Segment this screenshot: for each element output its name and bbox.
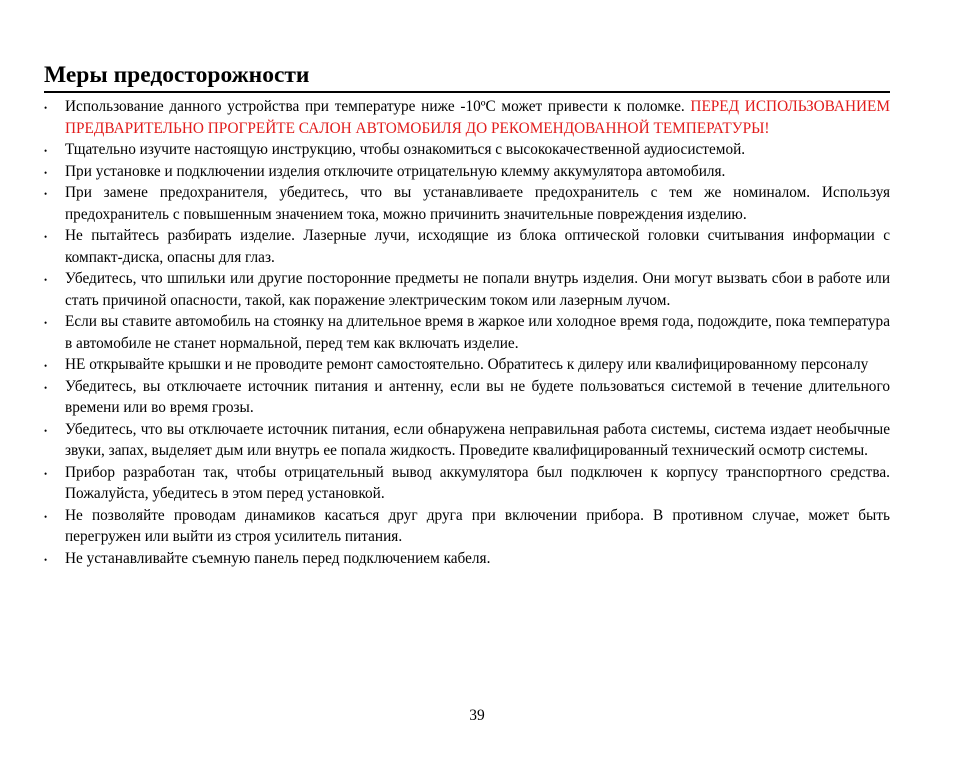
list-item: [44, 268, 890, 311]
list-item-text: Использование данного устройства при температуре ниже -10ºС может привести к поломке.: [65, 98, 685, 115]
list-item-text: Не позволяйте проводам динамиков касаться друг друга при включении прибора. В противном случае, может быть перегружен или выйти из строя усилитель питания.: [65, 506, 890, 545]
bullet-icon: •: [44, 361, 48, 371]
list-item-text: Убедитесь, вы отключаете источник питания и антенну, если вы не будете пользоваться системой в течение длительного времени или во время грозы.: [65, 377, 890, 416]
list-item: [44, 96, 890, 139]
bullet-icon: •: [44, 318, 48, 328]
list-item: [44, 354, 890, 376]
list-item: [44, 139, 890, 161]
list-item: [44, 161, 890, 183]
bullet-icon: •: [44, 103, 48, 113]
bullet-icon: •: [44, 468, 48, 479]
bullet-icon: •: [44, 167, 48, 178]
list-item: [44, 505, 890, 548]
precautions-list: [44, 96, 890, 569]
bullet-icon: •: [44, 189, 48, 199]
list-item: [44, 182, 890, 225]
bullet-icon: •: [44, 382, 48, 393]
list-item: [44, 462, 890, 505]
page-title: Меры предосторожности: [44, 60, 890, 93]
page-number: 39: [469, 707, 485, 724]
bullet-icon: •: [44, 425, 48, 436]
list-item-text: Тщательно изучите настоящую инструкцию, чтобы ознакомиться с высококачественной аудиосистемой.: [65, 141, 746, 158]
list-item-text: Убедитесь, что вы отключаете источник питания, если обнаружена неправильная работа системы, система издает необычные звуки, запах, выделяет дым или внутрь ее попала жидкость. Проведите квалифицированный технический осмотр системы.: [65, 420, 890, 459]
list-item: [44, 311, 890, 354]
list-item-text: При замене предохранителя, убедитесь, что вы устанавливаете предохранитель с тем же номиналом. Используя предохранитель с повышенным значением тока, можно причинить значительные повреждения изделию.: [65, 184, 890, 223]
list-item: [44, 548, 890, 570]
bullet-icon: •: [44, 554, 48, 565]
list-item-text: Не устанавливайте съемную панель перед подключением кабеля.: [65, 549, 491, 567]
bullet-icon: •: [44, 232, 48, 242]
list-item-text: Прибор разработан так, чтобы отрицательный вывод аккумулятора был подключен к корпусу транспортного средства. Пожалуйста, убедитесь в этом перед установкой.: [65, 463, 890, 502]
document-page: [44, 60, 890, 569]
list-item-text: НЕ открывайте крышки и не проводите ремонт самостоятельно. Обратитесь к дилеру или квалифицированному персоналу: [65, 356, 869, 373]
bullet-icon: •: [44, 146, 48, 156]
warning-text: ПЕРЕД ИСПОЛЬЗОВАНИЕМ ПРЕДВАРИТЕЛЬНО ПРОГРЕЙТЕ САЛОН АВТОМОБИЛЯ ДО РЕКОМЕНДОВАННОЙ ТЕМПЕРАТУРЫ!: [65, 98, 890, 137]
list-item-text: Убедитесь, что шпильки или другие посторонние предметы не попали внутрь изделия. Они могут вызвать сбои в работе или стать причиной опасности, такой, как поражение электрическим током или лазерным лучом.: [65, 270, 890, 309]
list-item: [44, 419, 890, 462]
list-item-text: Не пытайтесь разбирать изделие. Лазерные лучи, исходящие из блока оптической головки считывания информации с компакт-диска, опасны для глаз.: [65, 227, 890, 266]
bullet-icon: •: [44, 511, 48, 522]
list-item-text: Если вы ставите автомобиль на стоянку на длительное время в жаркое или холодное время года, подождите, пока температура в автомобиле не станет нормальной, перед тем как включать изделие.: [65, 313, 890, 352]
list-item: [44, 376, 890, 419]
bullet-icon: •: [44, 275, 48, 285]
list-item: [44, 225, 890, 268]
list-item-text: При установке и подключении изделия отключите отрицательную клемму аккумулятора автомобиля.: [65, 162, 726, 180]
